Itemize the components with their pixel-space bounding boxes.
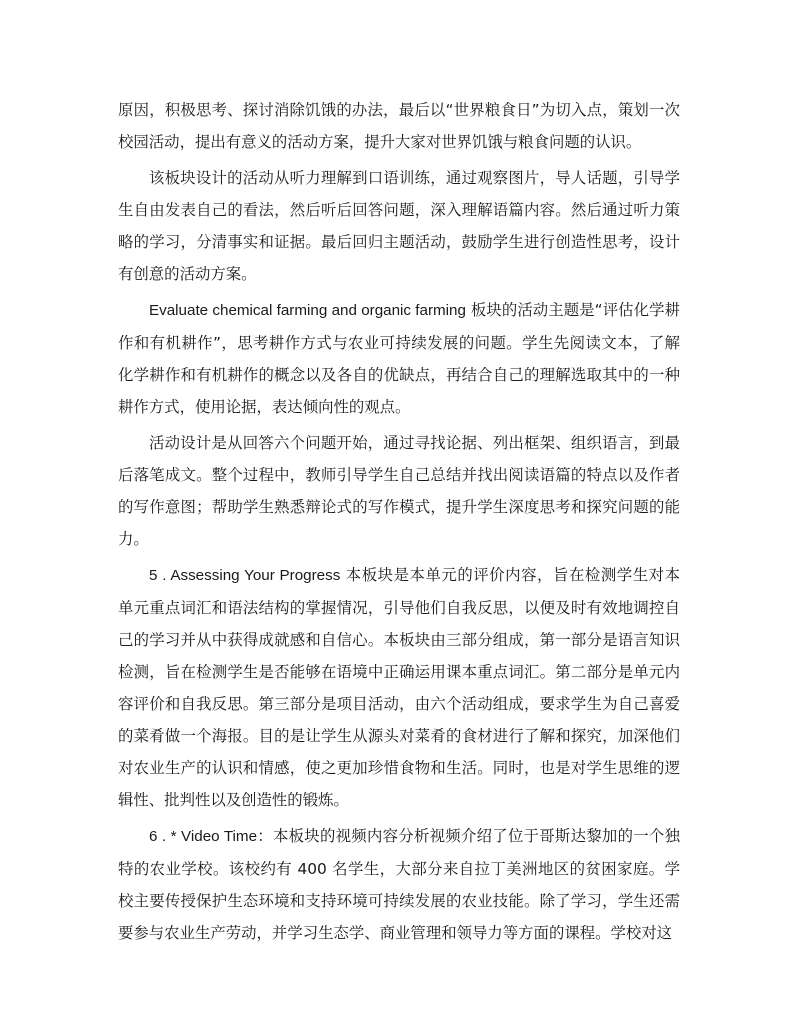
paragraph-5-text: 本板块是本单元的评价内容，旨在检测学生对本单元重点词汇和语法结构的掌握情况，引导他们自我反思，以便及时有效地调控自己的学习并从中获得成就感和自信心。本板块由三部分组成，第一部分是语言知识检测，旨在检测学生是否能够在语境中正确运用课本重点词汇。第二部分是单元内容评价和自我反思。第三部分是项目活动，由六个活动组成，要求学生为自己喜爱的菜肴做一个海报。目的是让学生从源头对菜肴的食材进行了解和探究，加深他们对农业生产的认识和情感，使之更加珍惜食物和生活。同时，也是对学生思维的逻辑性、批判性以及创造性的锻炼。 [118,566,680,809]
paragraph-1-text: 原因，积极思考、探讨消除饥饿的办法，最后以“世界粮食日”为切入点，策划一次校园活动，提出有意义的活动方案，提升大家对世界饥饿与粮食问题的认识。 [118,101,680,151]
document-page [118,94,680,953]
paragraph-3 [118,294,680,423]
paragraph-5-lead: 5 . Assessing Your Progress [149,567,341,584]
paragraph-6-lead: 6 . * Video Time [149,828,258,845]
paragraph-6-text: ：本板块的视频内容分析视频介绍了位于哥斯达黎加的一个独特的农业学校。该校约有 400 名学生，大部分来自拉丁美洲地区的贫困家庭。学校主要传授保护生态环境和支持环境可持续发展的农业技能。除了学习，学生还需要参与农业生产劳动，并学习生态学、商业管理和领导力等方面的课程。学校对这 [118,827,680,942]
paragraph-1 [118,94,680,158]
paragraph-2-text: 该板块设计的活动从听力理解到口语训练，通过观察图片，导人话题，引导学生自由发表自己的看法，然后听后回答问题，深入理解语篇内容。然后通过听力策略的学习，分清事实和证据。最后回归主题活动，鼓励学生进行创造性思考，设计有创意的活动方案。 [118,169,680,283]
paragraph-3-lead: Evaluate chemical farming and organic farming [149,302,466,319]
paragraph-4 [118,427,680,555]
paragraph-6 [118,820,680,949]
paragraph-2 [118,162,680,290]
paragraph-3-text: 板块的活动主题是“评估化学耕作和有机耕作”，思考耕作方式与农业可持续发展的问题。学生先阅读文本，了解化学耕作和有机耕作的概念以及各自的优缺点，再结合自己的理解选取其中的一种耕作方式，使用论据，表达倾向性的观点。 [118,301,680,416]
paragraph-5 [118,559,680,816]
paragraph-4-text: 活动设计是从回答六个问题开始，通过寻找论据、列出框架、组织语言，到最后落笔成文。整个过程中，教师引导学生自己总结并找出阅读语篇的特点以及作者的写作意图；帮助学生熟悉辩论式的写作模式，提升学生深度思考和探究问题的能力。 [118,434,680,548]
